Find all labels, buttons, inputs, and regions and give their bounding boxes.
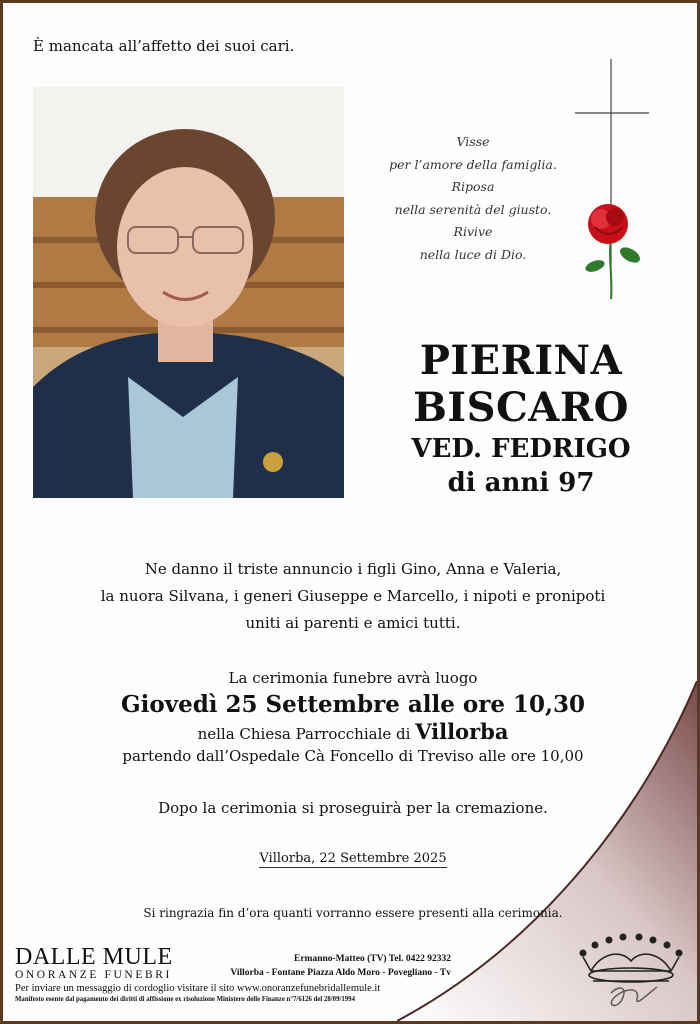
thanks-note: Si ringrazia fin d’ora quanti vorranno essere presenti alla cerimonia. <box>143 906 563 920</box>
poem-line: nella luce di Dio. <box>419 246 527 262</box>
funeral-home-name: DALLE MULE <box>15 944 173 970</box>
contact-line: Ermanno-Matteo (TV) Tel. 0422 92332 <box>293 954 451 964</box>
announcement-line: uniti ai parenti e amici tutti. <box>245 614 461 632</box>
ceremony-date-time: Giovedì 25 Settembre alle ore 10,30 <box>121 691 585 718</box>
announcement-line: Ne danno il triste annuncio i figli Gino, Anna e Valeria, <box>144 560 562 578</box>
place-date-text: Villorba, 22 Settembre 2025 <box>259 851 447 866</box>
poem-line: Rivive <box>453 224 493 239</box>
ceremony-departure: partendo dall’Ospedale Cà Foncello di Treviso alle ore 10,00 <box>122 747 584 765</box>
portrait-photo <box>33 87 344 498</box>
cremation-note: Dopo la cerimonia si proseguirà per la cremazione. <box>158 799 548 817</box>
poem-line: Visse <box>456 134 490 149</box>
ceremony-intro: La cerimonia funebre avrà luogo <box>228 669 478 687</box>
ceremony-church <box>3 721 700 745</box>
church-place: Villorba <box>415 719 509 744</box>
contact-line: Villorba - Fontane Piazza Aldo Moro - Povegliano - Tv <box>230 968 451 978</box>
deceased-name-block <box>363 338 679 500</box>
legal-note: Manifesto esente dal pagamento dei diritti di affissione ex risoluzione Ministero delle Finanze n°7/6126 del 28/09/1994 <box>15 996 355 1003</box>
deceased-last-name: BISCARO <box>413 384 629 431</box>
ceremony-details <box>3 667 700 767</box>
crown-logo-icon <box>571 923 691 1015</box>
intro-text: È mancata all’affetto dei suoi cari. <box>33 37 295 55</box>
funeral-home-subtitle: ONORANZE FUNEBRI <box>15 969 172 981</box>
deceased-age: di anni 97 <box>447 468 595 498</box>
widow-of: VED. FEDRIGO <box>411 434 631 464</box>
funeral-home-contacts <box>221 952 451 980</box>
poem-line: per l’amore della famiglia. <box>389 156 557 172</box>
announcement <box>3 556 700 637</box>
place-date <box>3 851 700 866</box>
poem <box>363 131 583 266</box>
website-note: Per inviare un messaggio di cordoglio visitare il sito www.onoranzefunebridallemule.it <box>15 983 381 994</box>
deceased-first-name: PIERINA <box>419 337 623 384</box>
cross-with-rose-icon <box>573 59 653 304</box>
church-prefix: nella Chiesa Parrocchiale di <box>197 725 416 743</box>
poem-line: nella serenità del giusto. <box>394 201 552 217</box>
announcement-line: la nuora Silvana, i generi Giuseppe e Marcello, i nipoti e pronipoti <box>100 587 606 605</box>
poem-line: Riposa <box>451 179 495 194</box>
